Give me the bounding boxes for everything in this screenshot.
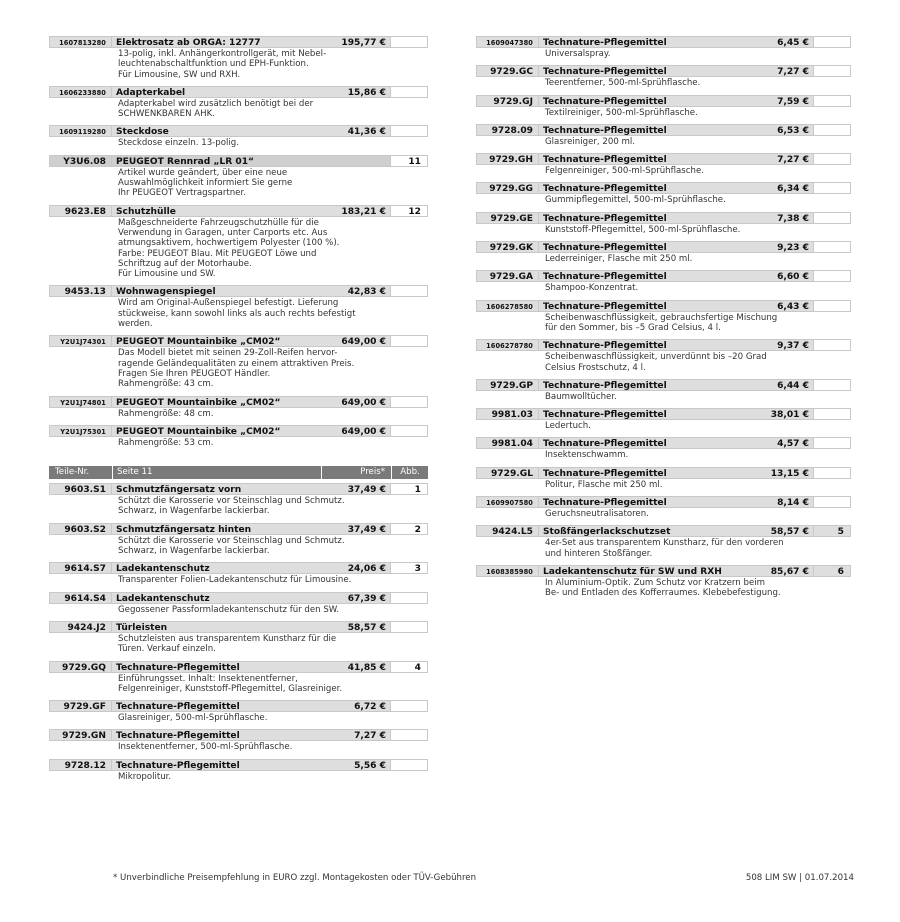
part-price: 85,67 € [744,565,814,577]
part-figure-number [391,621,428,633]
part-price: 38,01 € [744,408,814,420]
part-figure-number: 12 [391,205,428,217]
part-entry [476,124,851,147]
part-details: Rahmengröße: 48 cm. [118,408,214,419]
part-entry [476,65,851,88]
part-number: 9728.12 [49,759,112,771]
part-entry [49,483,428,517]
part-figure-number [814,212,851,224]
part-number: Y2U1J74801 [49,396,112,408]
part-row [476,525,851,537]
part-row [476,124,851,136]
part-description: Türleisten [112,621,321,633]
part-number: 9614.S4 [49,592,112,604]
part-entry [49,562,428,585]
part-figure-number [814,65,851,77]
part-details: Artikel wurde geändert, über eine neue Auswahlmöglichkeit informiert Sie gerne Ihr PEUGEOT Vertragspartner. [118,167,293,199]
part-entry [476,408,851,431]
part-entry [49,759,428,782]
part-description: Technature-Pflegemittel [539,95,744,107]
part-number: 9729.GN [49,729,112,741]
part-price: 7,27 € [744,153,814,165]
part-number: 1609119280 [49,125,112,137]
part-row [49,86,428,98]
part-row [476,182,851,194]
part-description: Technature-Pflegemittel [539,124,744,136]
part-details: Mikropolitur. [118,771,172,782]
part-description: Schutzhülle [112,205,321,217]
part-row [49,621,428,633]
part-details: Gummipflegemittel, 500-ml-Sprühflasche. [545,195,726,206]
part-details: Ledertuch. [545,421,591,432]
part-description: Schmutzfängersatz vorn [112,483,321,495]
part-details: Das Modell bietet mit seinen 29-Zoll-Reifen hervor- ragende Geländequalitäten zu einem attraktiven Preis. Fragen Sie Ihren PEUGEOT Händler. Rahmengröße: 43 cm. [118,348,355,390]
part-number: 9728.09 [476,124,539,136]
part-price: 15,86 € [321,86,391,98]
part-entry [49,425,428,448]
part-price: 195,77 € [321,36,391,48]
part-number: 9981.03 [476,408,539,420]
part-entry [476,241,851,264]
part-entry [476,300,851,334]
part-figure-number [814,339,851,351]
part-row [49,700,428,712]
part-figure-number: 2 [391,523,428,535]
part-entry [49,155,428,199]
part-entry [49,335,428,389]
part-description: Ladekantenschutz [112,592,321,604]
part-details: Gegossener Passformladekantenschutz für den SW. [118,604,340,615]
part-details: Glasreiniger, 500-ml-Sprühflasche. [118,713,268,724]
part-description: Technature-Pflegemittel [539,270,744,282]
part-description: PEUGEOT Mountainbike „CM02“ [112,396,321,408]
part-entry [476,565,851,599]
left-parts-list-top [49,36,428,448]
part-price: 649,00 € [321,425,391,437]
part-row [476,212,851,224]
part-figure-number [814,379,851,391]
part-number: 9729.GG [476,182,539,194]
part-price: 13,15 € [744,467,814,479]
part-entry [49,205,428,280]
part-description: Technature-Pflegemittel [112,661,321,673]
part-description: Elektrosatz ab ORGA: 12777 [112,36,321,48]
part-row [49,125,428,137]
part-figure-number: 1 [391,483,428,495]
part-entry [49,592,428,615]
part-details: Textilreiniger, 500-ml-Sprühflasche. [545,107,698,118]
part-details: Insektenentferner, 500-ml-Sprühflasche. [118,742,293,753]
part-figure-number [814,95,851,107]
part-figure-number: 5 [814,525,851,537]
part-number: 1607813280 [49,36,112,48]
part-details: 13-polig, inkl. Anhängerkontrollgerät, mit Nebel- leuchtenabschaltfunktion und EPH-Funktion. Für Limousine, SW und RXH. [118,49,327,80]
part-row [476,496,851,508]
part-price: 9,37 € [744,339,814,351]
part-figure-number [814,182,851,194]
part-figure-number [814,408,851,420]
header-price: Preis* [321,466,391,479]
part-price: 42,83 € [321,285,391,297]
part-row [49,425,428,437]
part-price: 6,34 € [744,182,814,194]
part-description: Ladekantenschutz für SW und RXH [539,565,744,577]
part-row [476,36,851,48]
part-number: 9603.S1 [49,483,112,495]
part-description: Technature-Pflegemittel [539,467,744,479]
part-figure-number [391,729,428,741]
part-number: 9729.GL [476,467,539,479]
part-description: Steckdose [112,125,321,137]
part-description: PEUGEOT Mountainbike „CM02“ [112,425,321,437]
header-part-number: Teile-Nr. [49,466,112,479]
part-details: Schützt die Karosserie vor Steinschlag und Schmutz. Schwarz, in Wagenfarbe lackierbar. [118,535,345,557]
part-price: 67,39 € [321,592,391,604]
part-description: Technature-Pflegemittel [539,437,744,449]
part-description: Technature-Pflegemittel [539,379,744,391]
part-entry [49,396,428,419]
part-figure-number [814,153,851,165]
part-figure-number [391,425,428,437]
part-description: Stoßfängerlackschutzset [539,525,744,537]
part-entry [476,182,851,205]
part-row [49,562,428,574]
part-number: 9424.J2 [49,621,112,633]
part-number: 9623.E8 [49,205,112,217]
part-entry [476,379,851,402]
part-details: Rahmengröße: 53 cm. [118,437,214,448]
part-details: Lederreiniger, Flasche mit 250 ml. [545,254,693,265]
part-row [476,339,851,351]
part-entry [476,339,851,373]
footer-price-note: * Unverbindliche Preisempfehlung in EURO zzgl. Montagekosten oder TÜV-Gebühren [113,873,477,883]
part-details: Steckdose einzeln. 13-polig. [118,138,239,149]
part-description: Wohnwagenspiegel [112,285,321,297]
part-row [476,65,851,77]
part-details: In Aluminium-Optik. Zum Schutz vor Kratzern beim Be- und Entladen des Kofferraumes. Klebebefestigung. [545,577,781,599]
part-entry [476,270,851,293]
part-price: 7,27 € [744,65,814,77]
table-header [49,466,428,479]
part-description: Technature-Pflegemittel [539,153,744,165]
part-figure-number [391,700,428,712]
part-details: Felgenreiniger, 500-ml-Sprühflasche. [545,166,704,177]
part-description: Ladekantenschutz [112,562,321,574]
part-details: Geruchsneutralisatoren. [545,509,649,520]
part-number: 9729.GH [476,153,539,165]
part-price: 6,60 € [744,270,814,282]
part-price: 4,57 € [744,437,814,449]
part-figure-number [391,335,428,347]
part-row [49,759,428,771]
part-entry [476,212,851,235]
part-figure-number [814,467,851,479]
part-details: Scheibenwaschflüssigkeit, gebrauchsfertige Mischung für den Sommer, bis –5 Grad Celsius, 4 l. [545,312,778,333]
part-number: 9424.L5 [476,525,539,537]
part-details: Schützt die Karosserie vor Steinschlag und Schmutz. Schwarz, in Wagenfarbe lackierbar. [118,496,345,517]
part-price: 7,59 € [744,95,814,107]
part-entry [49,729,428,752]
part-entry [476,525,851,559]
part-description: PEUGEOT Rennrad „LR 01“ [112,155,321,167]
part-row [476,270,851,282]
part-description: Technature-Pflegemittel [539,300,744,312]
part-entry [49,661,428,695]
part-price: 41,36 € [321,125,391,137]
part-price: 649,00 € [321,396,391,408]
part-figure-number [391,396,428,408]
part-description: Technature-Pflegemittel [539,241,744,253]
part-price: 37,49 € [321,523,391,535]
part-figure-number [814,124,851,136]
part-price: 7,38 € [744,212,814,224]
part-price: 183,21 € [321,205,391,217]
part-details: Universalspray. [545,49,611,59]
part-details: Shampoo-Konzentrat. [545,283,639,294]
part-description: Technature-Pflegemittel [539,65,744,77]
part-details: Glasreiniger, 200 ml. [545,136,636,147]
part-entry [49,125,428,148]
part-number: 9729.GK [476,241,539,253]
part-number: 9729.GE [476,212,539,224]
part-price: 5,56 € [321,759,391,771]
part-description: Technature-Pflegemittel [539,408,744,420]
part-row [476,379,851,391]
part-figure-number [391,285,428,297]
part-row [49,729,428,741]
part-number: 9614.S7 [49,562,112,574]
part-price: 6,53 € [744,124,814,136]
part-entry [49,700,428,723]
part-row [476,300,851,312]
part-description: Schmutzfängersatz hinten [112,523,321,535]
part-price: 7,27 € [321,729,391,741]
part-details: Einführungsset. Inhalt: Insektenentferner, Felgenreiniger, Kunststoff-Pflegemittel, Glasreiniger. [118,673,343,694]
part-figure-number: 11 [391,155,428,167]
part-row [49,205,428,217]
part-row [476,241,851,253]
part-figure-number [814,36,851,48]
part-row [476,95,851,107]
part-row [49,36,428,48]
part-row [49,396,428,408]
part-details: Schutzleisten aus transparentem Kunstharz für die Türen. Verkauf einzeln. [118,633,337,655]
part-details: Wird am Original-Außenspiegel befestigt. Lieferung stückweise, kann sowohl links als auch rechts befestigt werden. [118,298,356,330]
part-row [49,592,428,604]
part-number: 9729.GC [476,65,539,77]
part-description: Technature-Pflegemittel [112,729,321,741]
part-row [476,437,851,449]
part-details: Kunststoff-Pflegemittel, 500-ml-Sprühflasche. [545,224,741,235]
part-figure-number [391,125,428,137]
part-details: Scheibenwaschflüssigkeit, unverdünnt bis –20 Grad Celsius Frostschutz, 4 l. [545,352,767,373]
part-entry [476,496,851,519]
part-price: 649,00 € [321,335,391,347]
part-row [49,285,428,297]
part-figure-number [391,592,428,604]
part-number: 9981.04 [476,437,539,449]
part-entry [49,621,428,655]
part-figure-number [391,759,428,771]
part-row [476,153,851,165]
part-figure-number [814,270,851,282]
part-details: Transparenter Folien-Ladekantenschutz für Limousine. [118,575,352,586]
part-row [476,467,851,479]
part-price: 6,43 € [744,300,814,312]
part-description: PEUGEOT Mountainbike „CM02“ [112,335,321,347]
part-entry [476,467,851,490]
part-price: 6,72 € [321,700,391,712]
part-number: 9729.GA [476,270,539,282]
header-figure: Abb. [391,466,428,479]
part-details: Adapterkabel wird zusätzlich benötigt bei der SCHWENKBAREN AHK. [118,98,314,120]
part-price: 8,14 € [744,496,814,508]
part-description: Adapterkabel [112,86,321,98]
right-column [476,36,851,605]
part-number: 1609047380 [476,36,539,48]
part-row [476,408,851,420]
part-entry [476,153,851,176]
part-row [49,155,428,167]
part-figure-number [814,241,851,253]
part-number: 9729.GJ [476,95,539,107]
part-price: 58,57 € [744,525,814,537]
part-entry [49,86,428,120]
part-number: Y2U1J75301 [49,425,112,437]
part-number: 1608385980 [476,565,539,577]
part-details: Baumwolltücher. [545,391,617,402]
part-entry [49,523,428,557]
part-price: 58,57 € [321,621,391,633]
part-entry [476,36,851,59]
part-number: 1609907580 [476,496,539,508]
right-parts-list [476,36,851,599]
part-figure-number [814,437,851,449]
part-number: 9729.GP [476,379,539,391]
part-figure-number [814,496,851,508]
left-column [49,36,428,788]
part-entry [476,437,851,460]
part-row [49,335,428,347]
part-figure-number [391,36,428,48]
part-number: 1606278780 [476,339,539,351]
part-figure-number [814,300,851,312]
left-parts-list-bottom [49,483,428,782]
part-description: Technature-Pflegemittel [539,339,744,351]
part-number: Y2U1J74301 [49,335,112,347]
part-number: 9729.GQ [49,661,112,673]
part-figure-number: 6 [814,565,851,577]
part-details: Politur, Flasche mit 250 ml. [545,479,663,490]
part-description: Technature-Pflegemittel [112,700,321,712]
part-row [49,661,428,673]
part-figure-number: 4 [391,661,428,673]
part-details: 4er-Set aus transparentem Kunstharz, für den vorderen und hinteren Stoßfänger. [545,538,784,559]
part-figure-number: 3 [391,562,428,574]
part-number: 9603.S2 [49,523,112,535]
part-price [321,155,391,167]
part-description: Technature-Pflegemittel [539,182,744,194]
part-price: 9,23 € [744,241,814,253]
part-details: Insektenschwamm. [545,450,629,461]
part-price: 6,45 € [744,36,814,48]
part-number: 1606233880 [49,86,112,98]
part-number: Y3U6.08 [49,155,112,167]
part-description: Technature-Pflegemittel [539,496,744,508]
part-number: 9729.GF [49,700,112,712]
part-price: 41,85 € [321,661,391,673]
part-description: Technature-Pflegemittel [539,36,744,48]
part-price: 24,06 € [321,562,391,574]
header-page: Seite 11 [112,466,321,479]
part-description: Technature-Pflegemittel [112,759,321,771]
part-row [476,565,851,577]
part-row [49,483,428,495]
part-entry [476,95,851,118]
footer-model-date: 508 LIM SW | 01.07.2014 [745,873,854,883]
part-description: Technature-Pflegemittel [539,212,744,224]
part-details: Teerentferner, 500-ml-Sprühflasche. [545,78,701,89]
part-number: 9453.13 [49,285,112,297]
part-entry [49,36,428,80]
part-details: Maßgeschneiderte Fahrzeugschutzhülle für die Verwendung in Garagen, unter Carports etc. Aus atmungsaktivem, hochwertigem Polyester (100 %). Farbe: PEUGEOT Blau. Mit PEUGEOT Löwe und Schriftzug auf der Motorhaube. Für Limousine und SW. [118,217,340,280]
part-figure-number [391,86,428,98]
part-number: 1606278580 [476,300,539,312]
part-entry [49,285,428,329]
part-row [49,523,428,535]
part-price: 6,44 € [744,379,814,391]
part-price: 37,49 € [321,483,391,495]
